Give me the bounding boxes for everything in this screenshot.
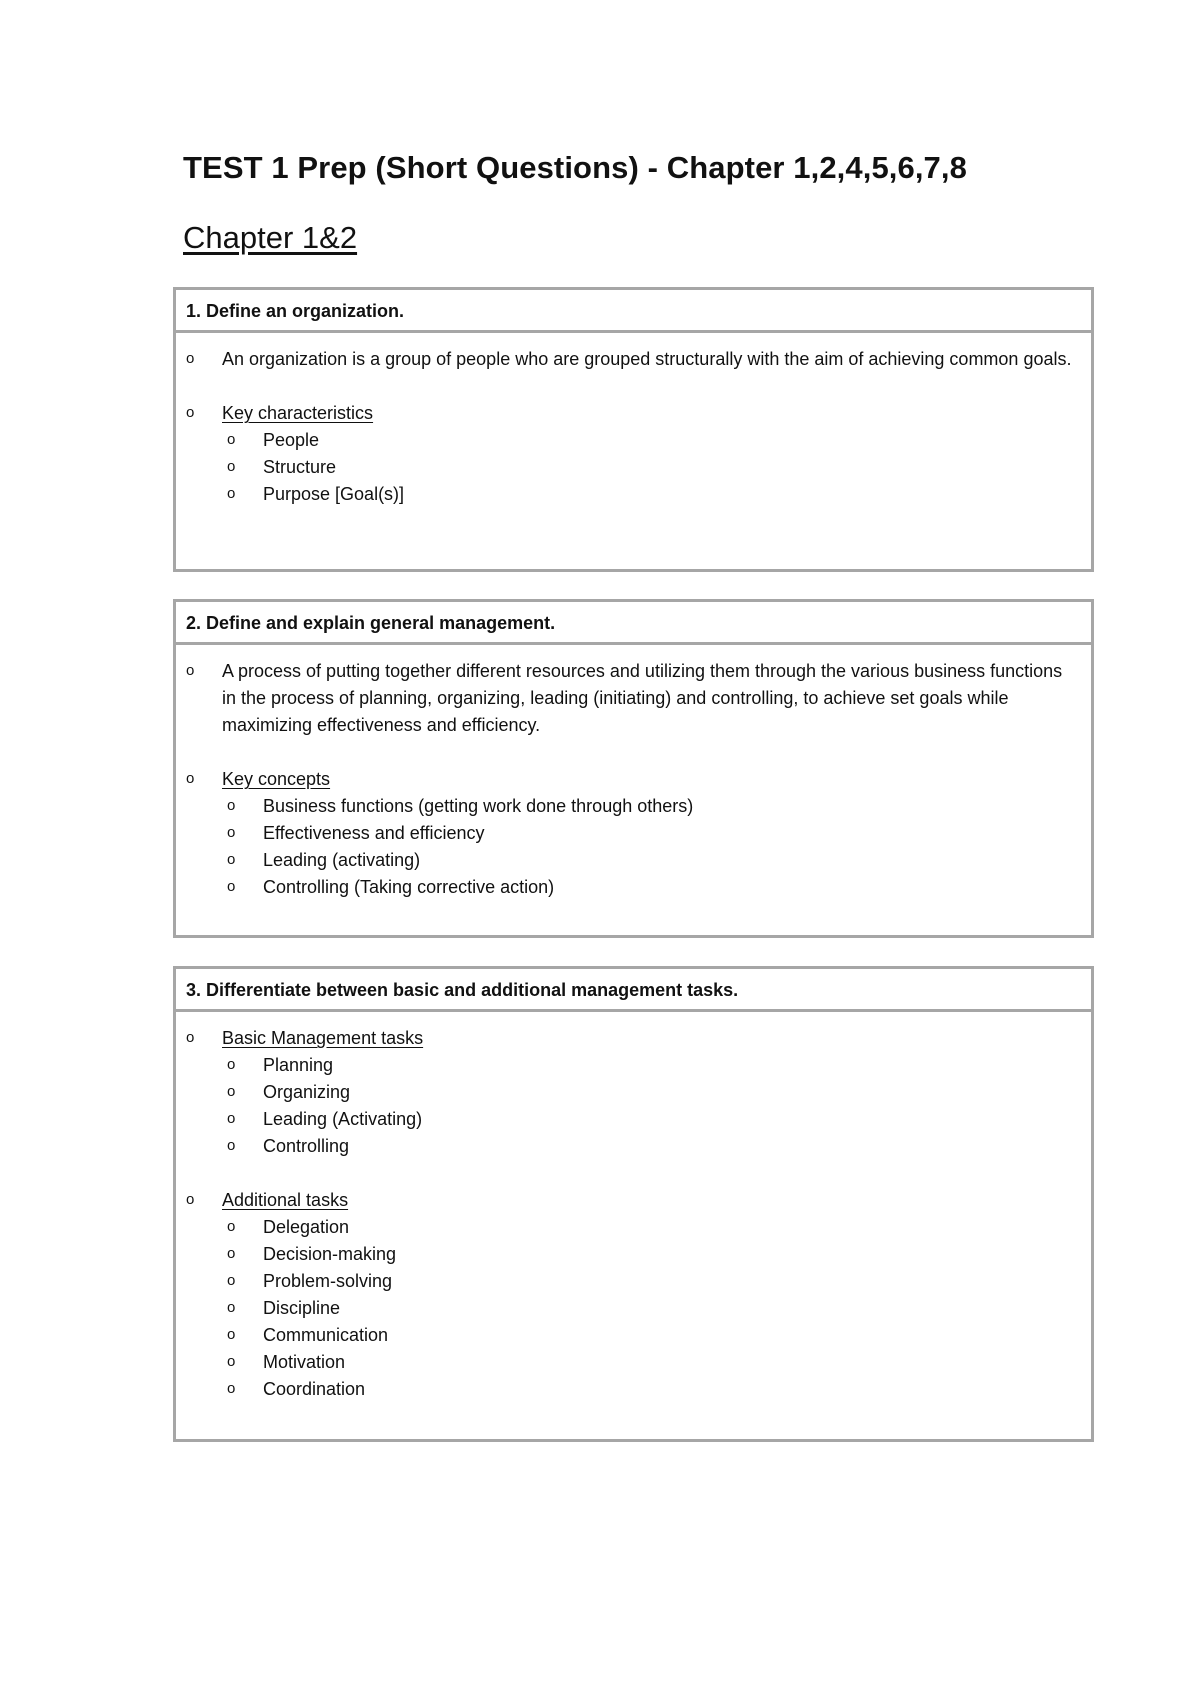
bullet-icon: o: [227, 458, 236, 475]
list-heading-item: [186, 1025, 1081, 1052]
list-item-text: Structure: [263, 457, 337, 477]
question-box-1: [173, 287, 1094, 572]
list-item-text: Leading (activating): [263, 850, 421, 870]
bullet-icon: o: [227, 1110, 236, 1127]
list-item: [186, 481, 1081, 508]
list-heading: Key characteristics: [222, 403, 374, 423]
list-item: [186, 427, 1081, 454]
bullet-icon: o: [227, 485, 236, 502]
bullet-icon: o: [227, 1083, 236, 1100]
list-item: [186, 1133, 1081, 1160]
bullet-icon: o: [227, 851, 236, 868]
list-item: [186, 1214, 1081, 1241]
bullet-icon: o: [227, 431, 236, 448]
list-heading-item: [186, 766, 1081, 793]
bullet-icon: o: [186, 662, 195, 679]
list-item-text: Business functions (getting work done through others): [263, 796, 694, 816]
question-1-body: [176, 333, 1091, 508]
question-box-3: [173, 966, 1094, 1442]
bullet-icon: o: [186, 770, 195, 787]
list-item: [186, 874, 1081, 901]
list-item-text: Organizing: [263, 1082, 351, 1102]
bullet-icon: o: [186, 1191, 195, 1208]
question-3-title: 3. Differentiate between basic and additional management tasks.: [176, 969, 1091, 1012]
list-item: [186, 793, 1081, 820]
list-item: [186, 1322, 1081, 1349]
list-item: [186, 1295, 1081, 1322]
list-item: [186, 454, 1081, 481]
bullet-icon: o: [186, 404, 195, 421]
list-item: [186, 1241, 1081, 1268]
bullet-icon: o: [227, 1245, 236, 1262]
list-item: [186, 1349, 1081, 1376]
list-item-text: Controlling: [263, 1136, 350, 1156]
list-item-text: Controlling (Taking corrective action): [263, 877, 555, 897]
bullet-icon: o: [227, 1299, 236, 1316]
question-3-body: [176, 1012, 1091, 1403]
bullet-icon: o: [227, 1326, 236, 1343]
list-item: [186, 1268, 1081, 1295]
answer-item: [186, 346, 1081, 373]
list-heading: Key concepts: [222, 769, 331, 789]
list-item: [186, 1376, 1081, 1403]
bullet-icon: o: [227, 1218, 236, 1235]
question-2-title: 2. Define and explain general management.: [176, 602, 1091, 645]
bullet-icon: o: [186, 350, 195, 367]
list-item: [186, 847, 1081, 874]
list-item-text: Purpose [Goal(s)]: [263, 484, 405, 504]
bullet-icon: o: [227, 1353, 236, 1370]
list-heading-item: [186, 400, 1081, 427]
bullet-icon: o: [227, 878, 236, 895]
bullet-icon: o: [227, 1380, 236, 1397]
list-item: [186, 1079, 1081, 1106]
list-heading-item: [186, 1187, 1081, 1214]
question-2-body: [176, 645, 1091, 901]
answer-item: [186, 658, 1081, 739]
answer-text: An organization is a group of people who are grouped structurally with the aim of achieving common goals.: [222, 349, 1072, 369]
list-item-text: Communication: [263, 1325, 389, 1345]
list-heading: Additional tasks: [222, 1190, 349, 1210]
list-heading: Basic Management tasks: [222, 1028, 424, 1048]
list-item-text: Motivation: [263, 1352, 346, 1372]
list-item: [186, 1052, 1081, 1079]
bullet-icon: o: [227, 797, 236, 814]
list-item-text: Coordination: [263, 1379, 366, 1399]
question-box-2: [173, 599, 1094, 938]
bullet-icon: o: [227, 824, 236, 841]
document-title: TEST 1 Prep (Short Questions) - Chapter 1,2,4,5,6,7,8: [183, 150, 967, 185]
bullet-icon: o: [227, 1137, 236, 1154]
list-item-text: Delegation: [263, 1217, 350, 1237]
bullet-icon: o: [227, 1056, 236, 1073]
answer-text: A process of putting together different resources and utilizing them through the various business functions in the process of planning, organizing, leading (initiating) and controlling, to achieve set goals while maximizing effectiveness and efficiency.: [222, 661, 1063, 735]
question-1-title: 1. Define an organization.: [176, 290, 1091, 333]
list-item-text: People: [263, 430, 320, 450]
bullet-icon: o: [186, 1029, 195, 1046]
list-item-text: Problem-solving: [263, 1271, 393, 1291]
list-item-text: Planning: [263, 1055, 334, 1075]
list-item-text: Decision-making: [263, 1244, 397, 1264]
list-item: [186, 820, 1081, 847]
list-item: [186, 1106, 1081, 1133]
list-item-text: Discipline: [263, 1298, 341, 1318]
list-item-text: Effectiveness and efficiency: [263, 823, 485, 843]
section-heading: Chapter 1&2: [183, 220, 358, 255]
bullet-icon: o: [227, 1272, 236, 1289]
list-item-text: Leading (Activating): [263, 1109, 423, 1129]
